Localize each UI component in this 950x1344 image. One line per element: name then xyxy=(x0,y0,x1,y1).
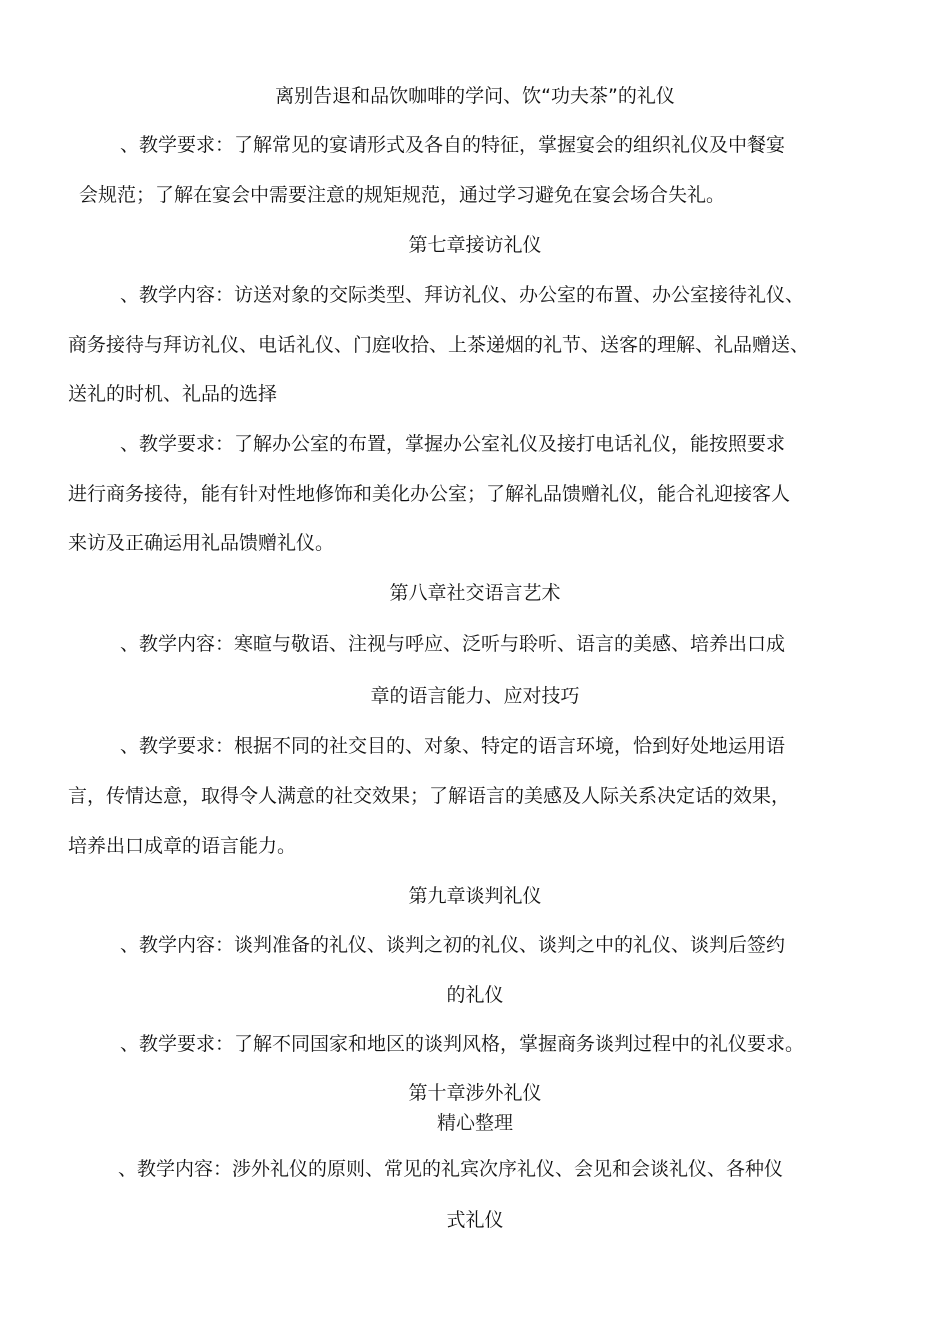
footer-text: 精心整理 xyxy=(436,1112,513,1134)
text-line: 培养出口成章的语言能力。 xyxy=(68,835,297,857)
text-line: 式礼仪 xyxy=(446,1209,504,1231)
text-line: 离别告退和品饮咖啡的学问、饮“功夫茶”的礼仪 xyxy=(275,85,675,107)
text-line: 、教学要求：根据不同的社交目的、对象、特定的语言环境，恰到好处地运用语 xyxy=(120,735,786,757)
chapter-heading: 第七章接访礼仪 xyxy=(408,234,542,256)
text-line: 、教学要求：了解常见的宴请形式及各自的特征，掌握宴会的组织礼仪及中餐宴 xyxy=(120,134,786,156)
text-line: 进行商务接待，能有针对性地修饰和美化办公室；了解礼品馈赠礼仪，能合礼迎接客人 xyxy=(68,483,791,505)
text-line: 会规范；了解在宴会中需要注意的规矩规范，通过学习避免在宴会场合失礼。 xyxy=(79,184,726,206)
text-line: 、教学内容：谈判准备的礼仪、谈判之初的礼仪、谈判之中的礼仪、谈判后签约 xyxy=(120,934,786,956)
text-line: 来访及正确运用礼品馈赠礼仪。 xyxy=(68,532,335,554)
chapter-heading: 第八章社交语言艺术 xyxy=(389,582,561,604)
text-line: 送礼的时机、礼品的选择 xyxy=(68,383,278,405)
chapter-heading: 第十章涉外礼仪 xyxy=(408,1082,542,1104)
text-line: 的礼仪 xyxy=(446,984,504,1006)
text-line: 章的语言能力、应对技巧 xyxy=(370,685,580,707)
chapter-heading: 第九章谈判礼仪 xyxy=(408,885,542,907)
text-line: 、教学内容：寒暄与敬语、注视与呼应、泛听与聆听、语言的美感、培养出口成 xyxy=(120,633,786,655)
text-line: 言，传情达意，取得令人满意的社交效果；了解语言的美感及人际关系决定话的效果， xyxy=(68,785,791,807)
text-line: 商务接待与拜访礼仪、电话礼仪、门庭收拾、上茶递烟的礼节、送客的理解、礼品赠送、 xyxy=(68,334,810,356)
text-line: 、教学要求：了解办公室的布置，掌握办公室礼仪及接打电话礼仪，能按照要求 xyxy=(120,433,786,455)
text-line: 、教学要求：了解不同国家和地区的谈判风格，掌握商务谈判过程中的礼仪要求。 xyxy=(120,1033,805,1055)
text-line: 、教学内容：访送对象的交际类型、拜访礼仪、办公室的布置、办公室接待礼仪、 xyxy=(120,284,805,306)
text-line: 、教学内容：涉外礼仪的原则、常见的礼宾次序礼仪、会见和会谈礼仪、各种仪 xyxy=(118,1158,784,1180)
